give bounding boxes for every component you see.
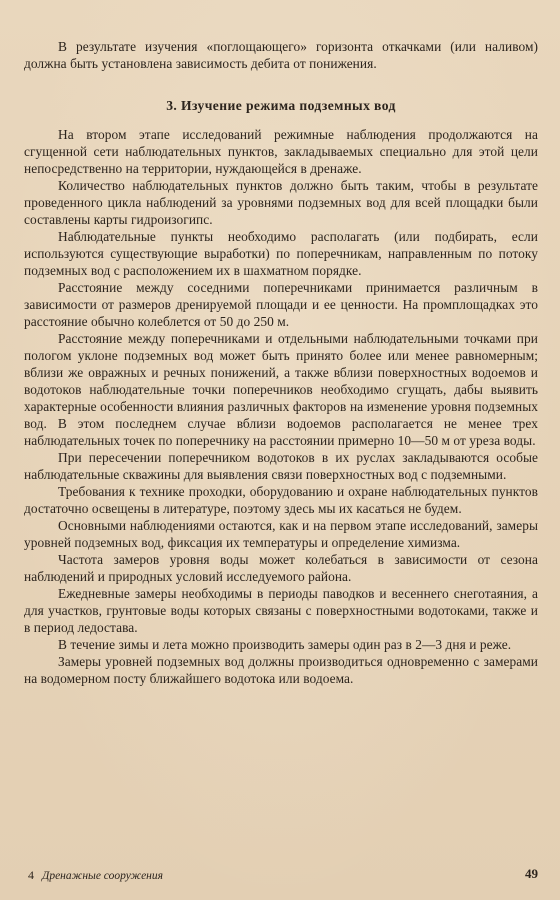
paragraph-1: На втором этапе исследований режимные наблюдения продолжаются на сгущенной сети наблюдательных пунктов, закладываемых специально для этой цели непосредственно на территории, нуждающейся в дренаже. — [24, 127, 538, 176]
paragraph-9: Частота замеров уровня воды может колебаться в зависимости от сезона наблюдений и природных условий исследуемого района. — [24, 552, 538, 584]
paragraph-3: Наблюдательные пункты необходимо располагать (или подбирать, если используются существующие выработки) по поперечникам, направленным по потоку подземных вод с расположением их в шахматном порядке. — [24, 229, 538, 278]
page-footer — [28, 868, 538, 888]
paragraph-12: Замеры уровней подземных вод должны производиться одновременно с замерами на водомерном посту ближайшего водотока или водоема. — [24, 654, 538, 686]
section-body — [24, 126, 538, 687]
intro-paragraph: В результате изучения «поглощающего» горизонта откачками (или наливом) должна быть установлена зависимость дебита от понижения. — [24, 39, 538, 71]
paragraph-2: Количество наблюдательных пунктов должно быть таким, чтобы в результате проведенного цикла наблюдений за уровнями подземных вод для всей площадки были составлены карты гидроизогипс. — [24, 178, 538, 227]
book-title: Дренажные сооружения — [42, 870, 163, 882]
paragraph-4: Расстояние между соседними поперечниками принимается различным в зависимости от размеров дренируемой площади и ее ценности. На промплощадках это расстояние обычно колеблется от 50 до 250 м. — [24, 280, 538, 329]
paragraph-8: Основными наблюдениями остаются, как и на первом этапе исследований, замеры уровней подземных вод, фиксация их температуры и определение химизма. — [24, 518, 538, 550]
section-heading: 3. Изучение режима подземных вод — [166, 98, 396, 113]
footer-left — [28, 868, 163, 883]
page-number: 49 — [525, 866, 538, 881]
paragraph-5: Расстояние между поперечниками и отдельными наблюдательными точками при пологом уклоне подземных вод может быть принято более или менее равномерным; вблизи же оврaжных и речных понижений, а также вблизи поверхностных водоемов и водотоков наблюдательные точки поперечников необходимо сгущать, дабы выявить характерные особенности влияния различных факторов на изменение уровня подземных вод. В этом последнем случае вблизи водоемов располагается не менее трех наблюдательных точек по поперечнику на расстоянии примерно 10—50 м от уреза воды. — [24, 331, 538, 448]
paragraph-6: При пересечении поперечником водотоков в их руслах закладываются особые наблюдательные скважины для выявления связи поверхностных вод с подземными. — [24, 450, 538, 482]
paragraph-7: Требования к технике проходки, оборудованию и охране наблюдательных пунктов достаточно освещены в литературе, поэтому здесь мы их касаться не будем. — [24, 484, 538, 516]
paragraph-11: В течение зимы и лета можно производить замеры один раз в 2—3 дня и реже. — [58, 637, 512, 652]
paragraph-10: Ежедневные замеры необходимы в периоды паводков и весеннего снеготаяния, а для участков, грунтовые воды которых связаны с поверхностными водотоками, также и в период ледостава. — [24, 586, 538, 635]
signature-mark: 4 — [28, 868, 34, 882]
